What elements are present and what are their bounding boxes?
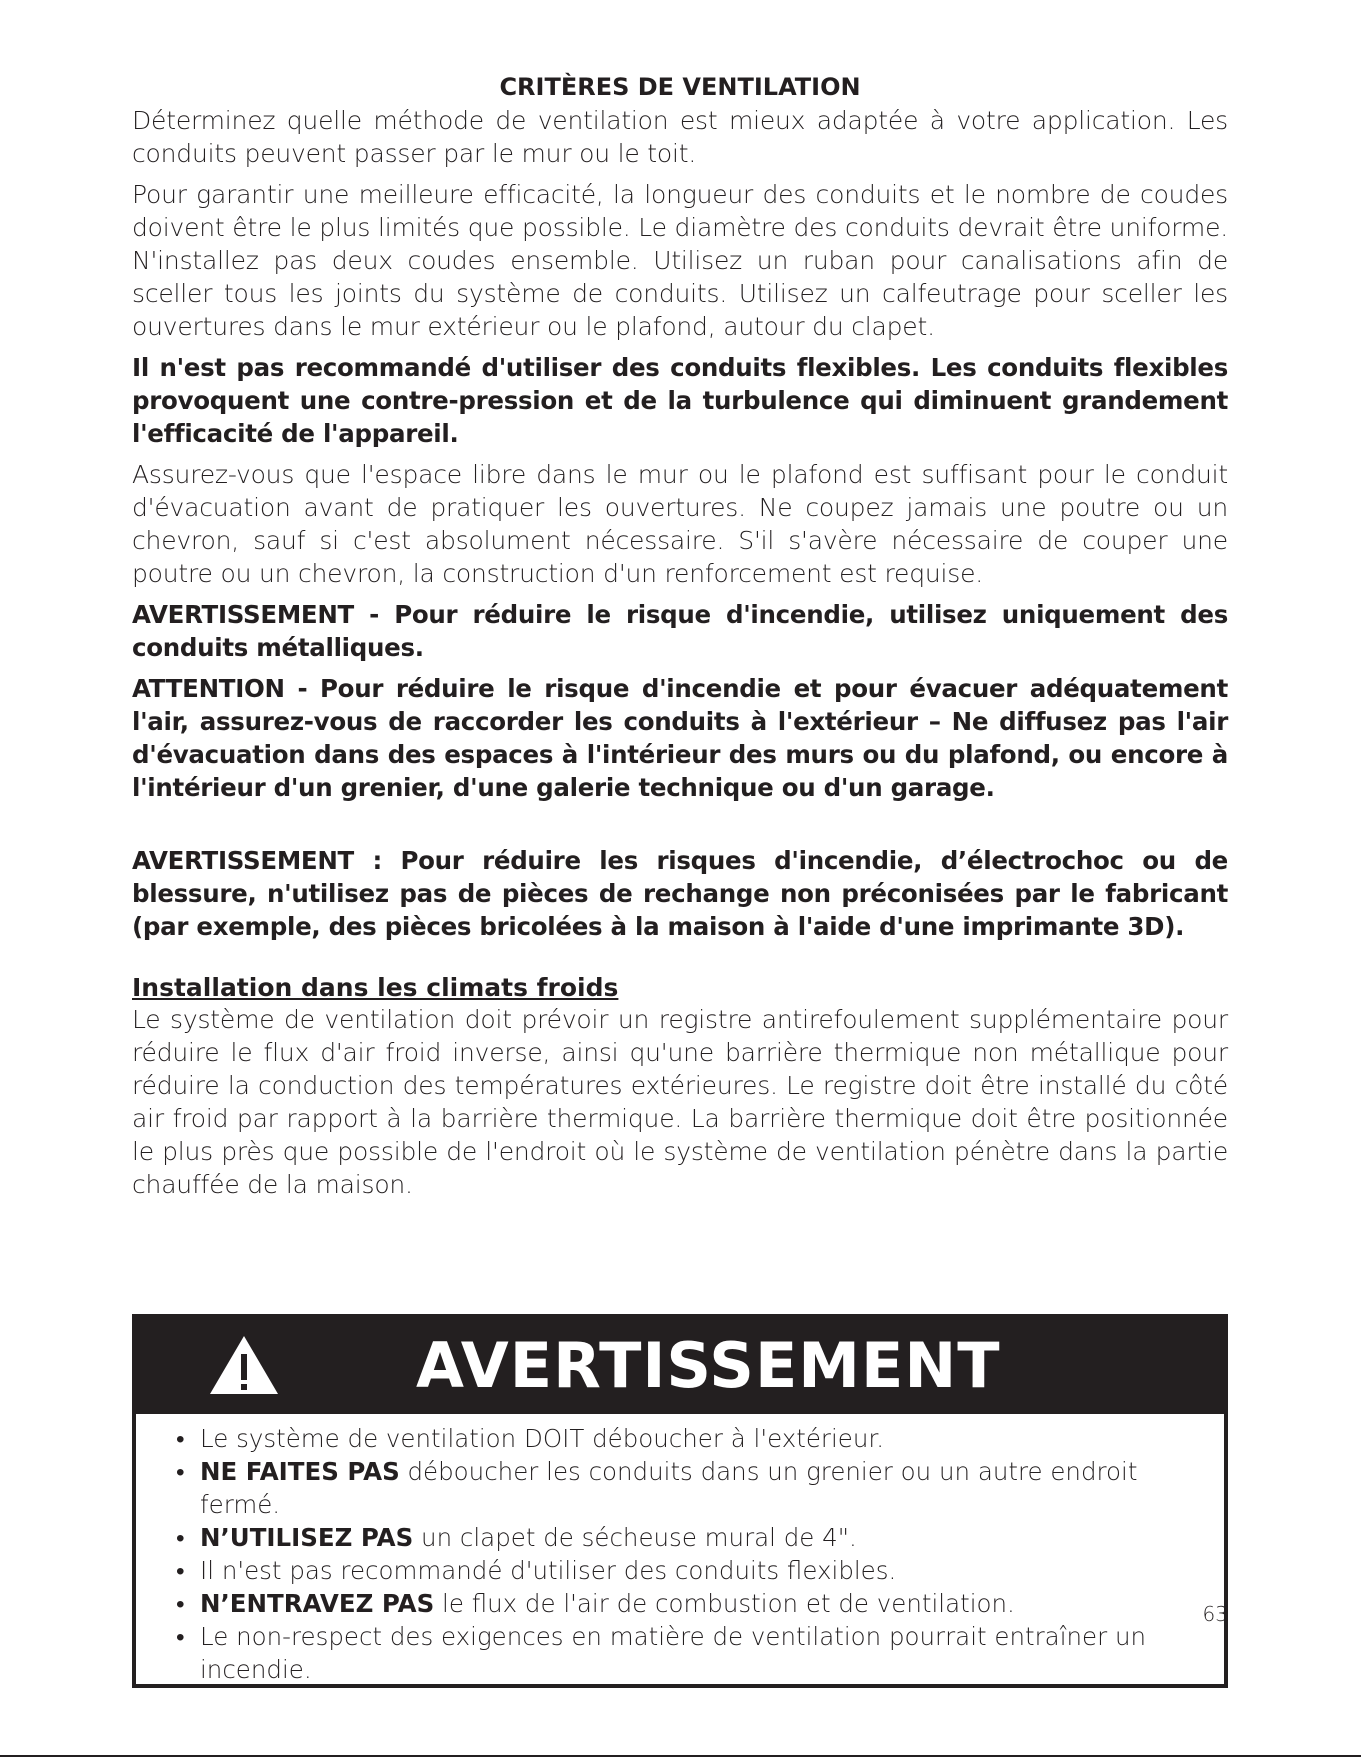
warning-item-emphasis: N’UTILISEZ PAS — [200, 1523, 414, 1552]
paragraph-warning-metal: AVERTISSEMENT - Pour réduire le risque d'incendie, utilisez uniquement des conduits métalliques. — [132, 600, 1228, 662]
warning-item — [176, 1620, 1154, 1686]
paragraph-flexible-ducts: Il n'est pas recommandé d'utiliser des conduits flexibles. Les conduits flexibles provoquent une contre-pression et de la turbulence qui diminuent grandement l'efficacité de l'appareil. — [132, 353, 1228, 448]
warning-item — [176, 1521, 1154, 1554]
section-heading-cold-climate: Installation dans les climats froids — [132, 973, 619, 1002]
bullet: • — [176, 1622, 185, 1651]
paragraph-clearance: Assurez-vous que l'espace libre dans le mur ou le plafond est suffisant pour le conduit d'évacuation avant de pratiquer les ouvertures. Ne coupez jamais une poutre ou un chevron, sauf si c'est absolument nécessaire. S'il s'avère nécessaire de couper une poutre ou un chevron, la construction d'un renforcement est requise. — [132, 460, 1228, 588]
bullet: • — [176, 1424, 185, 1453]
warning-triangle-icon — [208, 1334, 280, 1400]
warning-header — [136, 1318, 1224, 1414]
page-title: CRITÈRES DE VENTILATION — [499, 73, 861, 101]
warning-item-text: Le non-respect des exigences en matière de ventilation pourrait entraîner un incendie. — [200, 1622, 1147, 1684]
warning-item-text: déboucher les conduits dans un grenier ou un autre endroit fermé. — [200, 1457, 1138, 1519]
bottom-divider — [0, 1755, 1361, 1757]
paragraph-caution-exterior: ATTENTION - Pour réduire le risque d'incendie et pour évacuer adéquatement l'air, assurez-vous de raccorder les conduits à l'extérieur – Ne diffusez pas l'air d'évacuation dans des espaces à l'intérieur des murs ou du plafond, ou encore à l'intérieur d'un grenier, d'une galerie technique ou d'un garage. — [132, 674, 1228, 802]
warning-box — [132, 1314, 1228, 1688]
bullet: • — [176, 1457, 185, 1486]
warning-item-text: un clapet de sécheuse mural de 4". — [413, 1523, 857, 1552]
bullet: • — [176, 1589, 185, 1618]
warning-title: AVERTISSEMENT — [416, 1329, 1001, 1402]
warning-item — [176, 1422, 1154, 1455]
bullet: • — [176, 1523, 185, 1552]
spacer — [132, 812, 1228, 844]
warning-item-text: le flux de l'air de combustion et de ventilation. — [434, 1589, 1015, 1618]
paragraph-warning-parts: AVERTISSEMENT : Pour réduire les risques d'incendie, d’électrochoc ou de blessure, n'utilisez pas de pièces de rechange non préconisées par le fabricant (par exemple, des pièces bricolées à la maison à l'aide d'une imprimante 3D). — [132, 846, 1228, 941]
warning-item-emphasis: N’ENTRAVEZ PAS — [200, 1589, 435, 1618]
paragraph-efficiency: Pour garantir une meilleure efficacité, la longueur des conduits et le nombre de coudes doivent être le plus limités que possible. Le diamètre des conduits devrait être uniforme. N'installez pas deux coudes ensemble. Utilisez un ruban pour canalisations afin de sceller tous les joints du système de conduits. Utilisez un calfeutrage pour sceller les ouvertures dans le mur extérieur ou le plafond, autour du clapet. — [132, 180, 1228, 341]
paragraph-method: Déterminez quelle méthode de ventilation est mieux adaptée à votre application. Les conduits peuvent passer par le mur ou le toit. — [132, 106, 1228, 168]
warning-item — [176, 1554, 1154, 1587]
warning-item-emphasis: NE FAITES PAS — [200, 1457, 400, 1486]
warning-item-text: Il n'est pas recommandé d'utiliser des conduits flexibles. — [200, 1556, 897, 1585]
paragraph-cold-climate: Le système de ventilation doit prévoir un registre antirefoulement supplémentaire pour réduire le flux d'air froid inverse, ainsi qu'une barrière thermique non métallique pour réduire la conduction des températures extérieures. Le registre doit être installé du côté air froid par rapport à la barrière thermique. La barrière thermique doit être positionnée le plus près que possible de l'endroit où le système de ventilation pénètre dans la partie chauffée de la maison. — [132, 1005, 1228, 1199]
page-content — [132, 70, 1228, 1209]
page-number: 63 — [1202, 1602, 1228, 1626]
bullet: • — [176, 1556, 185, 1585]
warning-item-text: Le système de ventilation DOIT déboucher à l'extérieur. — [200, 1424, 884, 1453]
warning-list — [136, 1414, 1224, 1686]
warning-item — [176, 1587, 1154, 1620]
warning-item — [176, 1455, 1154, 1521]
